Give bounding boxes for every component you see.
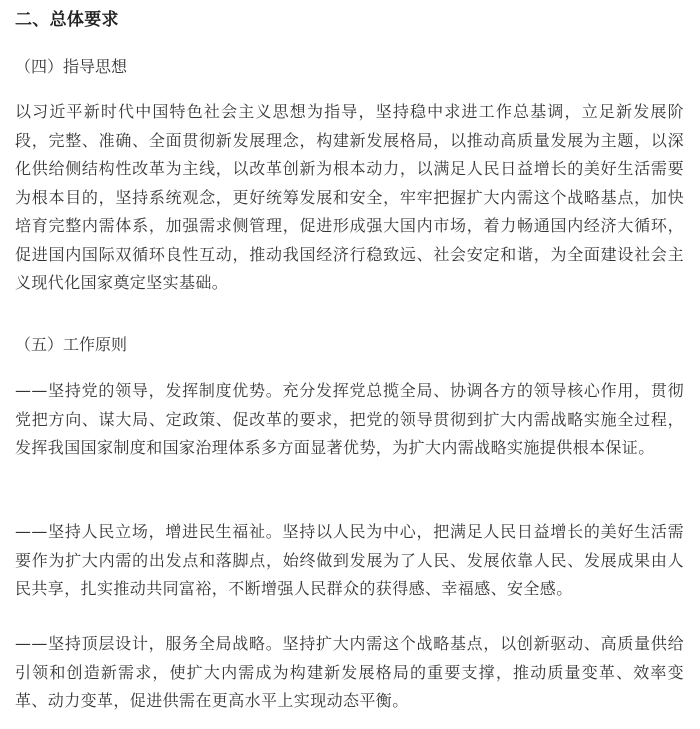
section-heading: 二、总体要求	[15, 10, 119, 30]
paragraph-guiding-ideology: 以习近平新时代中国特色社会主义思想为指导，坚持稳中求进工作总基调，立足新发展阶段，完整、准确、全面贯彻新发展理念，构建新发展格局，以推动高质量发展为主题，以深化供给侧结构性改革为主线，以改革创新为根本动力，以满足人民日益增长的美好生活需要为根本目的，坚持系统观念，更好统筹发展和安全，牢牢把握扩大内需这个战略基点，加快培育完整内需体系，加强需求侧管理，促进形成强大国内市场，着力畅通国内经济大循环，促进国内国际双循环良性互动，推动我国经济行稳致远、社会安定和谐，为全面建设社会主义现代化国家奠定坚实基础。	[15, 102, 684, 292]
paragraph-top-level-design: ——坚持顶层设计，服务全局战略。坚持扩大内需这个战略基点，以创新驱动、高质量供给引领和创造新需求，使扩大内需成为构建新发展格局的重要支撑，推动质量变革、效率变革、动力变革，促进供需在更高水平上实现动态平衡。	[15, 634, 684, 710]
subsection-heading-guiding-ideology: （四）指导思想	[15, 57, 128, 76]
paragraph-people-stance: ——坚持人民立场，增进民生福祉。坚持以人民为中心，把满足人民日益增长的美好生活需要作为扩大内需的出发点和落脚点，始终做到发展为了人民、发展依靠人民、发展成果由人民共享，扎实推动共同富裕，不断增强人民群众的获得感、幸福感、安全感。	[15, 522, 684, 598]
subsection-heading-working-principles: （五）工作原则	[15, 335, 128, 354]
paragraph-party-leadership: ——坚持党的领导，发挥制度优势。充分发挥党总揽全局、协调各方的领导核心作用，贯彻党把方向、谋大局、定政策、促改革的要求，把党的领导贯彻到扩大内需战略实施全过程，发挥我国国家制度和国家治理体系多方面显著优势，为扩大内需战略实施提供根本保证。	[15, 381, 684, 457]
